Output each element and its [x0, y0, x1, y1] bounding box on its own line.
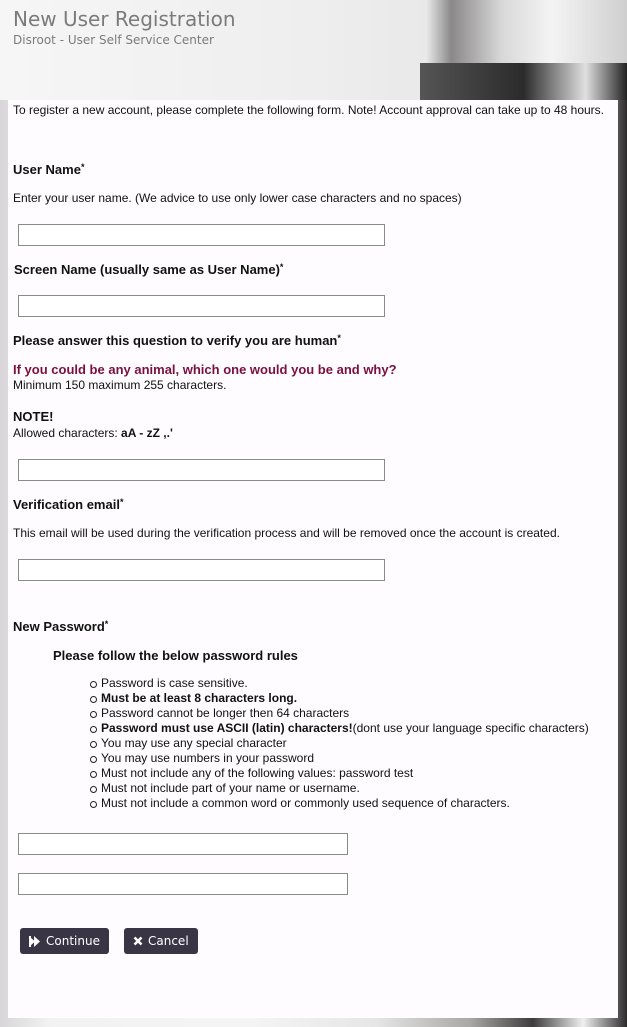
password-rule: Password must use ASCII (latin) characters!(dont use your language specific characters) — [93, 721, 589, 736]
password-rule: Must be at least 8 characters long. — [93, 691, 589, 706]
username-help: Enter your user name. (We advice to use only lower case characters and no spaces) — [13, 191, 462, 205]
page-title: New User Registration — [13, 7, 236, 31]
password-rule: Must not include any of the following values: password test — [93, 766, 589, 781]
continue-button[interactable] — [20, 928, 109, 954]
captcha-note: NOTE! — [13, 409, 54, 424]
captcha-answer-input[interactable] — [18, 459, 385, 481]
screenname-input[interactable] — [18, 295, 385, 317]
password-rule: Must not include part of your name or username. — [93, 781, 589, 796]
email-help: This email will be used during the verification process and will be removed once the account is created. — [13, 526, 560, 540]
registration-form — [8, 100, 618, 1018]
captcha-limits: Minimum 150 maximum 255 characters. — [13, 378, 227, 392]
cancel-button[interactable] — [124, 928, 198, 954]
email-label: Verification email* — [13, 497, 124, 512]
password-confirm-input[interactable] — [18, 873, 348, 895]
password-rule: Password cannot be longer then 64 characters — [93, 706, 589, 721]
intro-text: To register a new account, please complete the following form. Note! Account approval can take up to 48 hours. — [13, 103, 605, 117]
email-input[interactable] — [18, 559, 385, 581]
captcha-question: If you could be any animal, which one would you be and why? — [13, 362, 397, 377]
password-rule: You may use numbers in your password — [93, 751, 589, 766]
username-input[interactable] — [18, 224, 385, 246]
password-label: New Password* — [13, 619, 109, 634]
captcha-label: Please answer this question to verify you are human* — [13, 333, 341, 348]
captcha-allowed: Allowed characters: aA - zZ ,.' — [13, 426, 173, 440]
screenname-label: Screen Name (usually same as User Name)* — [14, 262, 284, 277]
page-subtitle: Disroot - User Self Service Center — [13, 33, 214, 47]
username-label: User Name* — [13, 162, 85, 177]
password-input[interactable] — [18, 833, 348, 855]
cancel-label: Cancel — [148, 934, 189, 948]
fast-forward-icon — [29, 936, 41, 947]
password-rules-title: Please follow the below password rules — [53, 648, 298, 663]
continue-label: Continue — [46, 934, 100, 948]
close-icon — [133, 936, 143, 946]
password-rules-list — [93, 676, 589, 811]
header-band — [420, 63, 627, 100]
password-rule: You may use any special character — [93, 736, 589, 751]
password-rule: Password is case sensitive. — [93, 676, 589, 691]
password-rule: Must not include a common word or commonly used sequence of characters. — [93, 796, 589, 811]
